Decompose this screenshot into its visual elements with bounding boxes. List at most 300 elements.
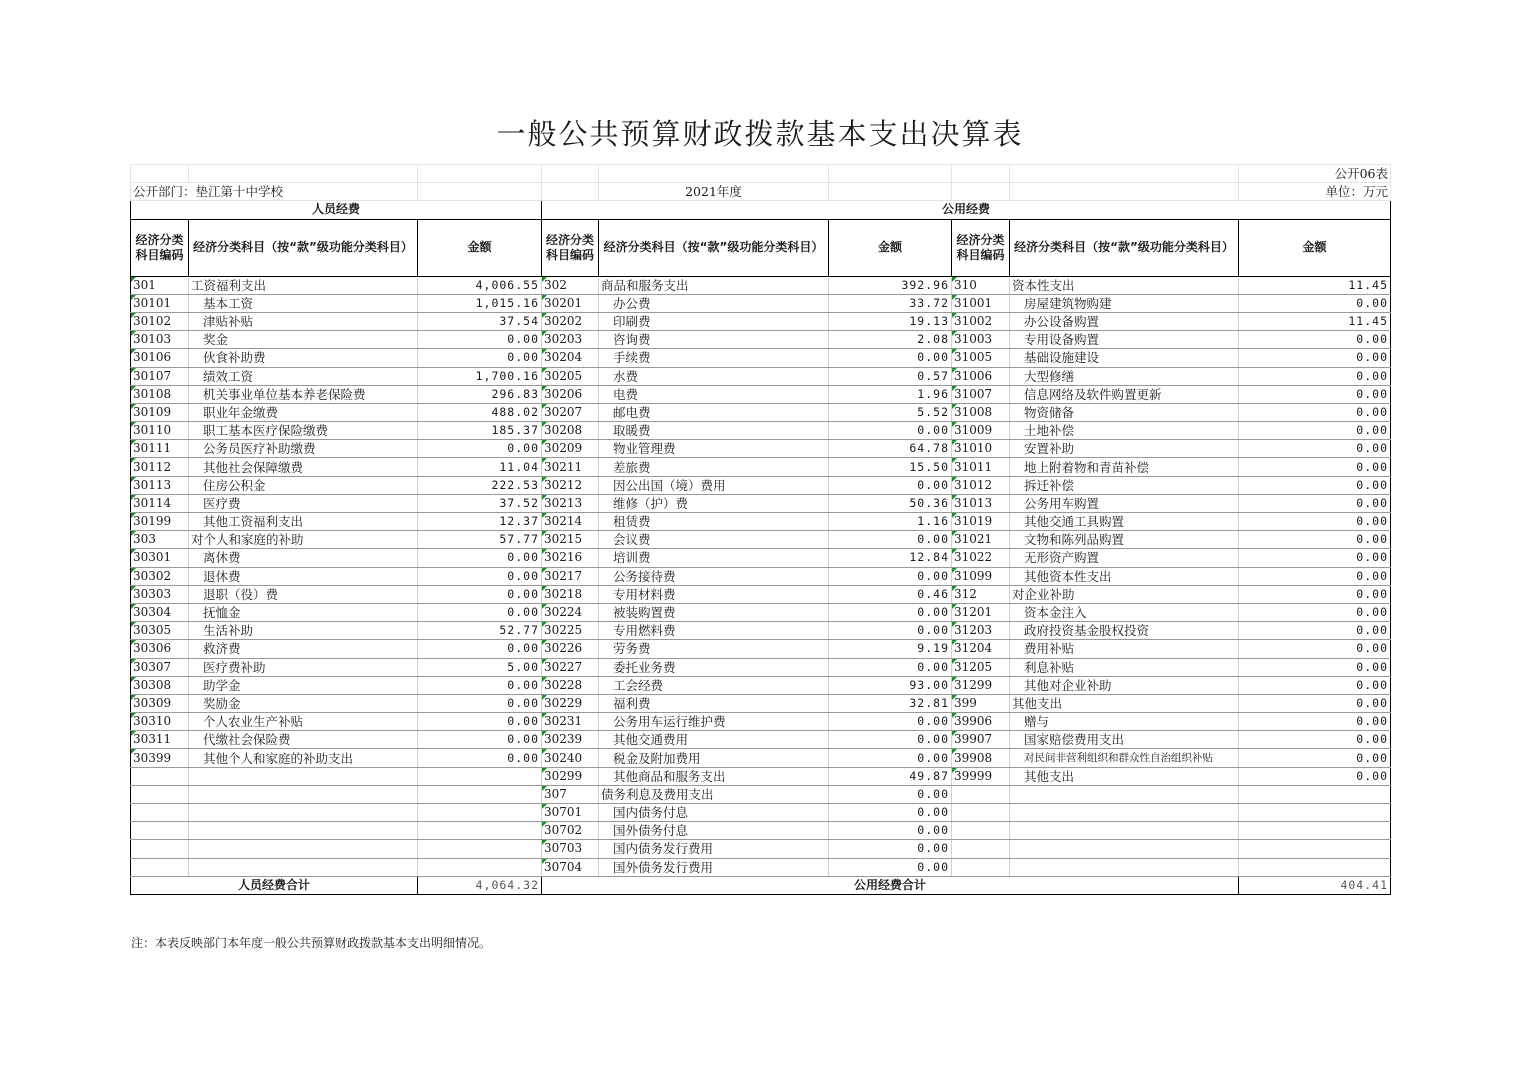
public-b-code: 39907	[952, 731, 1010, 749]
public-b-amount: 0.00	[1239, 531, 1391, 549]
table-row	[131, 276, 1391, 294]
empty-cell	[952, 858, 1010, 876]
public-b-code: 39906	[952, 713, 1010, 731]
personnel-code: 30308	[131, 676, 189, 694]
public-a-name: 公务接待费	[599, 567, 829, 585]
personnel-code: 30109	[131, 403, 189, 421]
table-row	[131, 422, 1391, 440]
public-a-name: 被装购置费	[599, 603, 829, 621]
personnel-name: 医疗费	[189, 494, 418, 512]
public-b-name: 费用补贴	[1010, 640, 1239, 658]
public-a-name: 福利费	[599, 694, 829, 712]
public-b-amount: 0.00	[1239, 676, 1391, 694]
personnel-amount: 0.00	[418, 731, 542, 749]
public-b-name: 对企业补助	[1010, 585, 1239, 603]
personnel-code: 30112	[131, 458, 189, 476]
table-row	[131, 585, 1391, 603]
public-a-amount: 0.00	[829, 713, 952, 731]
empty-cell	[1010, 822, 1239, 840]
empty-cell	[952, 822, 1010, 840]
public-b-amount: 0.00	[1239, 731, 1391, 749]
public-b-code: 310	[952, 276, 1010, 294]
public-a-amount: 0.00	[829, 840, 952, 858]
blank-cell	[1010, 165, 1239, 183]
public-b-name: 地上附着物和青苗补偿	[1010, 458, 1239, 476]
public-a-name: 咨询费	[599, 331, 829, 349]
blank-cell	[599, 165, 829, 183]
public-a-code: 30239	[542, 731, 599, 749]
blank-cell	[189, 165, 418, 183]
personnel-code: 30106	[131, 349, 189, 367]
public-b-amount: 11.45	[1239, 276, 1391, 294]
table-row	[131, 567, 1391, 585]
empty-cell	[1010, 858, 1239, 876]
personnel-code: 30310	[131, 713, 189, 731]
public-a-name: 培训费	[599, 549, 829, 567]
empty-cell	[1239, 822, 1391, 840]
table-row	[131, 658, 1391, 676]
table-row	[131, 676, 1391, 694]
blank-cell	[542, 183, 599, 201]
personnel-amount: 0.00	[418, 603, 542, 621]
public-a-name: 税金及附加费用	[599, 749, 829, 767]
personnel-amount: 222.53	[418, 476, 542, 494]
public-b-name: 无形资产购置	[1010, 549, 1239, 567]
personnel-total-label: 人员经费合计	[131, 876, 418, 894]
public-a-name: 专用材料费	[599, 585, 829, 603]
public-total-amount: 404.41	[1239, 876, 1391, 894]
public-b-amount: 0.00	[1239, 367, 1391, 385]
public-b-amount: 0.00	[1239, 749, 1391, 767]
public-a-code: 30216	[542, 549, 599, 567]
public-b-code: 31204	[952, 640, 1010, 658]
table-row	[131, 822, 1391, 840]
table-row	[131, 640, 1391, 658]
public-b-name: 其他对企业补助	[1010, 676, 1239, 694]
public-b-code: 39999	[952, 767, 1010, 785]
public-a-name: 国内债务发行费用	[599, 840, 829, 858]
public-a-name: 其他商品和服务支出	[599, 767, 829, 785]
public-a-amount: 0.00	[829, 567, 952, 585]
personnel-code: 30305	[131, 622, 189, 640]
empty-cell	[952, 804, 1010, 822]
public-a-amount: 0.00	[829, 785, 952, 803]
public-a-name: 租赁费	[599, 513, 829, 531]
public-a-code: 30702	[542, 822, 599, 840]
empty-cell	[131, 785, 189, 803]
public-a-code: 30218	[542, 585, 599, 603]
personnel-name: 对个人和家庭的补助	[189, 531, 418, 549]
empty-cell	[1239, 804, 1391, 822]
personnel-name: 助学金	[189, 676, 418, 694]
empty-cell	[131, 804, 189, 822]
public-b-code: 31005	[952, 349, 1010, 367]
public-b-name: 资本金注入	[1010, 603, 1239, 621]
personnel-code: 30108	[131, 385, 189, 403]
table-row	[131, 858, 1391, 876]
personnel-name: 公务员医疗补助缴费	[189, 440, 418, 458]
personnel-amount: 0.00	[418, 694, 542, 712]
public-b-name: 安置补助	[1010, 440, 1239, 458]
public-a-amount: 0.00	[829, 476, 952, 494]
table-row	[131, 294, 1391, 312]
public-b-amount: 0.00	[1239, 440, 1391, 458]
personnel-code: 30199	[131, 513, 189, 531]
public-b-amount: 0.00	[1239, 640, 1391, 658]
public-b-code: 31012	[952, 476, 1010, 494]
personnel-name: 绩效工资	[189, 367, 418, 385]
public-a-code: 30229	[542, 694, 599, 712]
personnel-code: 30311	[131, 731, 189, 749]
empty-cell	[189, 840, 418, 858]
public-a-name: 委托业务费	[599, 658, 829, 676]
public-a-name: 国外债务付息	[599, 822, 829, 840]
personnel-name: 其他工资福利支出	[189, 513, 418, 531]
public-a-code: 30215	[542, 531, 599, 549]
personnel-amount: 37.54	[418, 312, 542, 330]
blank-cell	[952, 183, 1010, 201]
public-b-amount: 0.00	[1239, 603, 1391, 621]
table-row	[131, 312, 1391, 330]
personnel-name: 其他社会保障缴费	[189, 458, 418, 476]
blank-cell	[418, 165, 542, 183]
personnel-name: 伙食补助费	[189, 349, 418, 367]
personnel-total-amount: 4,064.32	[418, 876, 542, 894]
public-b-code: 31001	[952, 294, 1010, 312]
public-a-amount: 93.00	[829, 676, 952, 694]
table-row	[131, 385, 1391, 403]
public-b-code: 31299	[952, 676, 1010, 694]
blank-cell	[952, 165, 1010, 183]
table-row	[131, 713, 1391, 731]
public-a-code: 30701	[542, 804, 599, 822]
empty-cell	[189, 858, 418, 876]
public-a-name: 债务利息及费用支出	[599, 785, 829, 803]
public-a-amount: 1.96	[829, 385, 952, 403]
public-b-amount: 0.00	[1239, 713, 1391, 731]
public-b-amount: 0.00	[1239, 549, 1391, 567]
table-row	[131, 458, 1391, 476]
public-b-name: 专用设备购置	[1010, 331, 1239, 349]
public-b-code: 31205	[952, 658, 1010, 676]
personnel-code: 30306	[131, 640, 189, 658]
public-a-code: 30211	[542, 458, 599, 476]
public-a-name: 印刷费	[599, 312, 829, 330]
public-a-amount: 5.52	[829, 403, 952, 421]
personnel-name: 基本工资	[189, 294, 418, 312]
personnel-amount: 0.00	[418, 749, 542, 767]
public-b-name: 其他支出	[1010, 694, 1239, 712]
public-b-amount: 0.00	[1239, 494, 1391, 512]
table-row	[131, 694, 1391, 712]
public-a-name: 取暖费	[599, 422, 829, 440]
personnel-code: 30111	[131, 440, 189, 458]
column-header-amount: 金额	[1239, 219, 1391, 276]
public-a-code: 30226	[542, 640, 599, 658]
public-a-code: 302	[542, 276, 599, 294]
public-a-code: 30299	[542, 767, 599, 785]
public-a-amount: 0.00	[829, 858, 952, 876]
table-row	[131, 513, 1391, 531]
personnel-amount: 0.00	[418, 549, 542, 567]
personnel-amount: 0.00	[418, 567, 542, 585]
column-header-amount: 金额	[418, 219, 542, 276]
personnel-name: 工资福利支出	[189, 276, 418, 294]
public-a-name: 水费	[599, 367, 829, 385]
public-b-name: 拆迁补偿	[1010, 476, 1239, 494]
public-b-name: 其他支出	[1010, 767, 1239, 785]
public-a-amount: 15.50	[829, 458, 952, 476]
public-b-name: 大型修缮	[1010, 367, 1239, 385]
public-b-name: 物资储备	[1010, 403, 1239, 421]
public-b-amount: 0.00	[1239, 585, 1391, 603]
public-b-name: 政府投资基金股权投资	[1010, 622, 1239, 640]
personnel-name: 抚恤金	[189, 603, 418, 621]
empty-cell	[131, 822, 189, 840]
personnel-code: 30102	[131, 312, 189, 330]
personnel-amount: 52.77	[418, 622, 542, 640]
personnel-amount: 37.52	[418, 494, 542, 512]
public-a-amount: 0.00	[829, 603, 952, 621]
public-b-name: 赠与	[1010, 713, 1239, 731]
public-b-amount: 0.00	[1239, 476, 1391, 494]
public-b-amount: 0.00	[1239, 422, 1391, 440]
personnel-amount: 185.37	[418, 422, 542, 440]
personnel-name: 津贴补贴	[189, 312, 418, 330]
table-row	[131, 622, 1391, 640]
public-a-amount: 0.00	[829, 658, 952, 676]
personnel-amount: 0.00	[418, 713, 542, 731]
empty-cell	[952, 840, 1010, 858]
public-a-amount: 0.00	[829, 749, 952, 767]
public-b-amount: 0.00	[1239, 331, 1391, 349]
public-b-amount: 0.00	[1239, 658, 1391, 676]
public-a-amount: 0.00	[829, 422, 952, 440]
personnel-code: 301	[131, 276, 189, 294]
personnel-name: 退职（役）费	[189, 585, 418, 603]
personnel-name: 奖金	[189, 331, 418, 349]
personnel-name: 个人农业生产补贴	[189, 713, 418, 731]
personnel-code: 30101	[131, 294, 189, 312]
personnel-amount: 1,015.16	[418, 294, 542, 312]
public-a-name: 物业管理费	[599, 440, 829, 458]
public-a-amount: 49.87	[829, 767, 952, 785]
personnel-name: 救济费	[189, 640, 418, 658]
public-b-name: 信息网络及软件购置更新	[1010, 385, 1239, 403]
public-a-name: 手续费	[599, 349, 829, 367]
empty-cell	[418, 840, 542, 858]
public-a-code: 30205	[542, 367, 599, 385]
empty-cell	[189, 822, 418, 840]
unit-label: 单位：万元	[1239, 183, 1391, 201]
public-a-code: 30202	[542, 312, 599, 330]
public-a-name: 差旅费	[599, 458, 829, 476]
public-a-name: 国外债务发行费用	[599, 858, 829, 876]
personnel-amount: 488.02	[418, 403, 542, 421]
public-a-name: 办公费	[599, 294, 829, 312]
public-b-amount: 0.00	[1239, 567, 1391, 585]
personnel-code: 30307	[131, 658, 189, 676]
personnel-amount: 0.00	[418, 676, 542, 694]
personnel-code: 30303	[131, 585, 189, 603]
public-b-amount: 0.00	[1239, 513, 1391, 531]
personnel-code: 303	[131, 531, 189, 549]
public-b-code: 31011	[952, 458, 1010, 476]
personnel-amount: 57.77	[418, 531, 542, 549]
empty-cell	[1239, 858, 1391, 876]
column-header-code: 经济分类科目编码	[542, 219, 599, 276]
public-a-name: 商品和服务支出	[599, 276, 829, 294]
public-a-code: 30203	[542, 331, 599, 349]
table-number: 公开06表	[1239, 165, 1391, 183]
public-a-code: 30224	[542, 603, 599, 621]
empty-cell	[1010, 840, 1239, 858]
public-a-code: 30228	[542, 676, 599, 694]
public-b-code: 31006	[952, 367, 1010, 385]
public-a-name: 邮电费	[599, 403, 829, 421]
public-b-code: 31013	[952, 494, 1010, 512]
personnel-name: 其他个人和家庭的补助支出	[189, 749, 418, 767]
public-a-amount: 33.72	[829, 294, 952, 312]
table-row	[131, 494, 1391, 512]
empty-cell	[131, 840, 189, 858]
public-b-code: 31019	[952, 513, 1010, 531]
public-a-amount: 12.84	[829, 549, 952, 567]
public-a-code: 30212	[542, 476, 599, 494]
public-b-code: 39908	[952, 749, 1010, 767]
table-row	[131, 603, 1391, 621]
public-a-name: 专用燃料费	[599, 622, 829, 640]
table-row	[131, 731, 1391, 749]
personnel-amount: 0.00	[418, 349, 542, 367]
table-row	[131, 804, 1391, 822]
public-a-code: 30206	[542, 385, 599, 403]
public-b-code: 31022	[952, 549, 1010, 567]
personnel-code: 30304	[131, 603, 189, 621]
public-b-amount: 0.00	[1239, 622, 1391, 640]
public-a-amount: 0.00	[829, 804, 952, 822]
public-b-name: 资本性支出	[1010, 276, 1239, 294]
personnel-amount: 296.83	[418, 385, 542, 403]
public-a-amount: 0.57	[829, 367, 952, 385]
public-a-amount: 0.46	[829, 585, 952, 603]
personnel-name: 职工基本医疗保险缴费	[189, 422, 418, 440]
column-header-name: 经济分类科目（按“款”级功能分类科目）	[1010, 219, 1239, 276]
public-a-amount: 50.36	[829, 494, 952, 512]
public-b-name: 国家赔偿费用支出	[1010, 731, 1239, 749]
empty-cell	[1239, 840, 1391, 858]
table-row	[131, 403, 1391, 421]
public-a-name: 公务用车运行维护费	[599, 713, 829, 731]
personnel-name: 生活补助	[189, 622, 418, 640]
personnel-name: 奖励金	[189, 694, 418, 712]
public-a-amount: 0.00	[829, 622, 952, 640]
empty-cell	[131, 858, 189, 876]
blank-cell	[542, 165, 599, 183]
public-b-name: 对民间非营利组织和群众性自治组织补贴	[1010, 749, 1239, 767]
empty-cell	[1010, 785, 1239, 803]
column-header-amount: 金额	[829, 219, 952, 276]
public-a-code: 30204	[542, 349, 599, 367]
public-b-amount: 0.00	[1239, 458, 1391, 476]
public-a-name: 其他交通费用	[599, 731, 829, 749]
personnel-name: 退休费	[189, 567, 418, 585]
empty-cell	[1239, 785, 1391, 803]
expenditure-table	[130, 164, 1391, 895]
public-total-label: 公用经费合计	[542, 876, 1239, 894]
public-a-amount: 0.00	[829, 531, 952, 549]
public-b-amount: 0.00	[1239, 403, 1391, 421]
personnel-name: 住房公积金	[189, 476, 418, 494]
table-row	[131, 440, 1391, 458]
public-a-name: 维修（护）费	[599, 494, 829, 512]
table-row	[131, 785, 1391, 803]
personnel-code: 30301	[131, 549, 189, 567]
empty-cell	[1010, 804, 1239, 822]
public-a-amount: 0.00	[829, 731, 952, 749]
public-b-amount: 0.00	[1239, 694, 1391, 712]
public-b-name: 房屋建筑物购建	[1010, 294, 1239, 312]
column-header-code: 经济分类科目编码	[952, 219, 1010, 276]
public-a-code: 30231	[542, 713, 599, 731]
public-a-amount: 1.16	[829, 513, 952, 531]
table-row	[131, 367, 1391, 385]
public-a-name: 因公出国（境）费用	[599, 476, 829, 494]
public-a-amount: 392.96	[829, 276, 952, 294]
public-a-amount: 2.08	[829, 331, 952, 349]
table-row	[131, 767, 1391, 785]
personnel-code: 30399	[131, 749, 189, 767]
empty-cell	[418, 767, 542, 785]
public-b-name: 其他资本性支出	[1010, 567, 1239, 585]
table-row	[131, 840, 1391, 858]
public-b-code: 31099	[952, 567, 1010, 585]
public-b-code: 31021	[952, 531, 1010, 549]
public-b-code: 31007	[952, 385, 1010, 403]
public-a-code: 30225	[542, 622, 599, 640]
blank-cell	[829, 183, 952, 201]
public-a-name: 国内债务付息	[599, 804, 829, 822]
public-a-name: 工会经费	[599, 676, 829, 694]
personnel-amount: 0.00	[418, 585, 542, 603]
empty-cell	[189, 767, 418, 785]
table-row	[131, 749, 1391, 767]
public-b-name: 办公设备购置	[1010, 312, 1239, 330]
personnel-code: 30302	[131, 567, 189, 585]
table-row	[131, 331, 1391, 349]
public-a-amount: 19.13	[829, 312, 952, 330]
table-row	[131, 349, 1391, 367]
column-header-name: 经济分类科目（按“款”级功能分类科目）	[599, 219, 829, 276]
public-a-amount: 9.19	[829, 640, 952, 658]
public-a-amount: 32.81	[829, 694, 952, 712]
blank-cell	[829, 165, 952, 183]
empty-cell	[189, 804, 418, 822]
column-header-code: 经济分类科目编码	[131, 219, 189, 276]
public-a-name: 电费	[599, 385, 829, 403]
personnel-amount: 0.00	[418, 640, 542, 658]
public-a-code: 30208	[542, 422, 599, 440]
public-b-name: 其他交通工具购置	[1010, 513, 1239, 531]
personnel-amount: 0.00	[418, 440, 542, 458]
total-row	[131, 876, 1391, 894]
personnel-amount: 0.00	[418, 331, 542, 349]
public-b-name: 土地补偿	[1010, 422, 1239, 440]
public-a-name: 会议费	[599, 531, 829, 549]
personnel-amount: 4,006.55	[418, 276, 542, 294]
public-b-code: 31008	[952, 403, 1010, 421]
personnel-code: 30309	[131, 694, 189, 712]
